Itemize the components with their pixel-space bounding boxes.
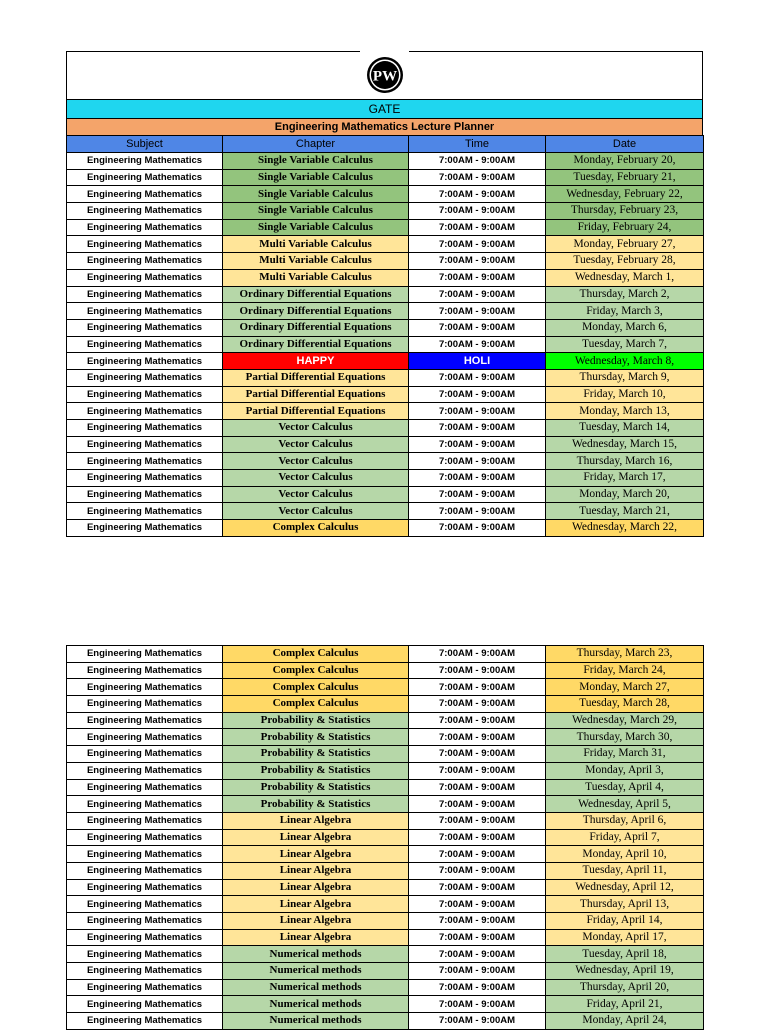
chapter-cell: Ordinary Differential Equations <box>223 319 409 336</box>
date-cell: Wednesday, April 19, <box>546 963 704 980</box>
table-row <box>67 420 704 437</box>
date-cell: Thursday, March 16, <box>546 453 704 470</box>
subject-cell: Engineering Mathematics <box>67 153 223 170</box>
subject-cell: Engineering Mathematics <box>67 420 223 437</box>
table-row <box>67 153 704 170</box>
date-cell: Tuesday, March 7, <box>546 336 704 353</box>
chapter-cell: Probability & Statistics <box>223 729 409 746</box>
table-row <box>67 219 704 236</box>
column-header-date: Date <box>546 136 704 153</box>
time-cell: 7:00AM - 9:00AM <box>409 846 546 863</box>
planner-title: Engineering Mathematics Lecture Planner <box>66 118 703 135</box>
time-cell: 7:00AM - 9:00AM <box>409 219 546 236</box>
chapter-cell: Probability & Statistics <box>223 762 409 779</box>
time-cell: 7:00AM - 9:00AM <box>409 662 546 679</box>
date-cell: Wednesday, April 5, <box>546 796 704 813</box>
subject-cell: Engineering Mathematics <box>67 236 223 253</box>
date-cell: Thursday, April 20, <box>546 979 704 996</box>
chapter-cell: Vector Calculus <box>223 486 409 503</box>
date-cell: Tuesday, April 11, <box>546 862 704 879</box>
date-cell: Friday, February 24, <box>546 219 704 236</box>
date-cell: Tuesday, February 21, <box>546 169 704 186</box>
chapter-cell: Numerical methods <box>223 946 409 963</box>
chapter-cell: Partial Differential Equations <box>223 403 409 420</box>
time-cell: 7:00AM - 9:00AM <box>409 503 546 520</box>
time-cell: 7:00AM - 9:00AM <box>409 269 546 286</box>
subject-cell: Engineering Mathematics <box>67 662 223 679</box>
chapter-cell: Numerical methods <box>223 979 409 996</box>
table-row <box>67 662 704 679</box>
date-cell: Tuesday, April 4, <box>546 779 704 796</box>
table-row <box>67 203 704 220</box>
chapter-cell: Single Variable Calculus <box>223 219 409 236</box>
subject-cell: Engineering Mathematics <box>67 203 223 220</box>
subject-cell: Engineering Mathematics <box>67 646 223 663</box>
table-row <box>67 369 704 386</box>
chapter-cell: Complex Calculus <box>223 662 409 679</box>
time-cell: 7:00AM - 9:00AM <box>409 420 546 437</box>
time-cell: 7:00AM - 9:00AM <box>409 386 546 403</box>
date-cell: Monday, February 20, <box>546 153 704 170</box>
table-row <box>67 963 704 980</box>
chapter-cell: Linear Algebra <box>223 846 409 863</box>
time-cell: 7:00AM - 9:00AM <box>409 520 546 537</box>
chapter-cell: Numerical methods <box>223 996 409 1013</box>
time-cell: 7:00AM - 9:00AM <box>409 303 546 320</box>
chapter-cell: Numerical methods <box>223 1013 409 1030</box>
chapter-cell: Vector Calculus <box>223 470 409 487</box>
subject-cell: Engineering Mathematics <box>67 762 223 779</box>
table-row <box>67 979 704 996</box>
date-cell: Thursday, March 2, <box>546 286 704 303</box>
time-cell: 7:00AM - 9:00AM <box>409 862 546 879</box>
subject-cell: Engineering Mathematics <box>67 946 223 963</box>
date-cell: Monday, March 27, <box>546 679 704 696</box>
subject-cell: Engineering Mathematics <box>67 712 223 729</box>
column-header-chapter: Chapter <box>223 136 409 153</box>
time-cell: 7:00AM - 9:00AM <box>409 879 546 896</box>
chapter-cell: Complex Calculus <box>223 520 409 537</box>
chapter-cell: Multi Variable Calculus <box>223 269 409 286</box>
subject-cell: Engineering Mathematics <box>67 470 223 487</box>
subject-cell: Engineering Mathematics <box>67 353 223 370</box>
subject-cell: Engineering Mathematics <box>67 336 223 353</box>
time-cell: 7:00AM - 9:00AM <box>409 403 546 420</box>
table-row <box>67 486 704 503</box>
chapter-cell: Complex Calculus <box>223 679 409 696</box>
table-row <box>67 712 704 729</box>
date-cell: Tuesday, March 21, <box>546 503 704 520</box>
date-cell: Monday, April 24, <box>546 1013 704 1030</box>
date-cell: Wednesday, February 22, <box>546 186 704 203</box>
time-cell: 7:00AM - 9:00AM <box>409 369 546 386</box>
table-row <box>67 169 704 186</box>
date-cell: Thursday, February 23, <box>546 203 704 220</box>
time-cell: 7:00AM - 9:00AM <box>409 946 546 963</box>
date-cell: Friday, March 24, <box>546 662 704 679</box>
chapter-cell: Single Variable Calculus <box>223 186 409 203</box>
time-cell: 7:00AM - 9:00AM <box>409 470 546 487</box>
subject-cell: Engineering Mathematics <box>67 679 223 696</box>
chapter-cell: Vector Calculus <box>223 436 409 453</box>
table-row <box>67 929 704 946</box>
time-cell: 7:00AM - 9:00AM <box>409 712 546 729</box>
subject-cell: Engineering Mathematics <box>67 269 223 286</box>
chapter-cell: Vector Calculus <box>223 453 409 470</box>
time-cell: 7:00AM - 9:00AM <box>409 696 546 713</box>
table-row <box>67 336 704 353</box>
chapter-cell: Linear Algebra <box>223 896 409 913</box>
time-cell: 7:00AM - 9:00AM <box>409 679 546 696</box>
chapter-cell: Probability & Statistics <box>223 746 409 763</box>
date-cell: Monday, March 13, <box>546 403 704 420</box>
table-row <box>67 879 704 896</box>
time-cell: 7:00AM - 9:00AM <box>409 436 546 453</box>
time-cell: 7:00AM - 9:00AM <box>409 913 546 930</box>
logo-text: PW <box>372 68 398 85</box>
subject-cell: Engineering Mathematics <box>67 829 223 846</box>
chapter-cell: Single Variable Calculus <box>223 153 409 170</box>
time-cell: 7:00AM - 9:00AM <box>409 336 546 353</box>
table-row <box>67 846 704 863</box>
date-cell: Monday, April 10, <box>546 846 704 863</box>
time-cell: 7:00AM - 9:00AM <box>409 286 546 303</box>
table-row <box>67 996 704 1013</box>
subject-cell: Engineering Mathematics <box>67 879 223 896</box>
subject-cell: Engineering Mathematics <box>67 253 223 270</box>
chapter-cell: Linear Algebra <box>223 929 409 946</box>
table-row <box>67 319 704 336</box>
date-cell: Friday, April 21, <box>546 996 704 1013</box>
subject-cell: Engineering Mathematics <box>67 746 223 763</box>
date-cell: Thursday, April 6, <box>546 812 704 829</box>
date-cell: Tuesday, March 14, <box>546 420 704 437</box>
table-row <box>67 503 704 520</box>
time-cell: 7:00AM - 9:00AM <box>409 203 546 220</box>
table-row <box>67 646 704 663</box>
chapter-cell: Linear Algebra <box>223 812 409 829</box>
table-row <box>67 269 704 286</box>
table-row <box>67 1013 704 1030</box>
date-cell: Wednesday, March 15, <box>546 436 704 453</box>
table-row <box>67 470 704 487</box>
table-row <box>67 829 704 846</box>
subject-cell: Engineering Mathematics <box>67 729 223 746</box>
time-cell: 7:00AM - 9:00AM <box>409 486 546 503</box>
table-header-row <box>67 136 704 153</box>
time-cell: 7:00AM - 9:00AM <box>409 729 546 746</box>
time-cell: 7:00AM - 9:00AM <box>409 762 546 779</box>
chapter-cell: Numerical methods <box>223 963 409 980</box>
table-row <box>67 520 704 537</box>
chapter-cell: Ordinary Differential Equations <box>223 286 409 303</box>
chapter-cell: Linear Algebra <box>223 829 409 846</box>
subject-cell: Engineering Mathematics <box>67 219 223 236</box>
table-row <box>67 796 704 813</box>
table-row <box>67 946 704 963</box>
subject-cell: Engineering Mathematics <box>67 812 223 829</box>
table-row <box>67 386 704 403</box>
chapter-cell: Single Variable Calculus <box>223 203 409 220</box>
time-cell: 7:00AM - 9:00AM <box>409 779 546 796</box>
table-row <box>67 453 704 470</box>
chapter-cell: Ordinary Differential Equations <box>223 303 409 320</box>
subject-cell: Engineering Mathematics <box>67 929 223 946</box>
chapter-cell: Probability & Statistics <box>223 796 409 813</box>
table-row <box>67 436 704 453</box>
subject-cell: Engineering Mathematics <box>67 862 223 879</box>
date-cell: Wednesday, March 29, <box>546 712 704 729</box>
holiday-row <box>67 353 704 370</box>
subject-cell: Engineering Mathematics <box>67 403 223 420</box>
subject-cell: Engineering Mathematics <box>67 696 223 713</box>
date-cell: Tuesday, February 28, <box>546 253 704 270</box>
subject-cell: Engineering Mathematics <box>67 169 223 186</box>
date-cell: Monday, March 20, <box>546 486 704 503</box>
date-cell: Wednesday, March 8, <box>546 353 704 370</box>
subject-cell: Engineering Mathematics <box>67 846 223 863</box>
subject-cell: Engineering Mathematics <box>67 303 223 320</box>
time-cell: 7:00AM - 9:00AM <box>409 646 546 663</box>
time-cell: 7:00AM - 9:00AM <box>409 319 546 336</box>
time-cell: 7:00AM - 9:00AM <box>409 896 546 913</box>
chapter-cell: Ordinary Differential Equations <box>223 336 409 353</box>
date-cell: Tuesday, April 18, <box>546 946 704 963</box>
chapter-cell: Complex Calculus <box>223 646 409 663</box>
table-row <box>67 696 704 713</box>
time-cell: 7:00AM - 9:00AM <box>409 929 546 946</box>
subject-cell: Engineering Mathematics <box>67 503 223 520</box>
time-cell: 7:00AM - 9:00AM <box>409 746 546 763</box>
table-row <box>67 812 704 829</box>
subject-cell: Engineering Mathematics <box>67 186 223 203</box>
date-cell: Thursday, April 13, <box>546 896 704 913</box>
subject-cell: Engineering Mathematics <box>67 520 223 537</box>
chapter-cell: Linear Algebra <box>223 879 409 896</box>
date-cell: Monday, April 3, <box>546 762 704 779</box>
chapter-cell: Probability & Statistics <box>223 779 409 796</box>
table-row <box>67 762 704 779</box>
subject-cell: Engineering Mathematics <box>67 453 223 470</box>
time-cell: 7:00AM - 9:00AM <box>409 796 546 813</box>
date-cell: Friday, March 31, <box>546 746 704 763</box>
chapter-cell: Partial Differential Equations <box>223 386 409 403</box>
exam-title: GATE <box>66 99 703 118</box>
subject-cell: Engineering Mathematics <box>67 286 223 303</box>
subject-cell: Engineering Mathematics <box>67 896 223 913</box>
subject-cell: Engineering Mathematics <box>67 319 223 336</box>
chapter-cell: Linear Algebra <box>223 913 409 930</box>
subject-cell: Engineering Mathematics <box>67 996 223 1013</box>
chapter-cell: Vector Calculus <box>223 420 409 437</box>
date-cell: Thursday, March 9, <box>546 369 704 386</box>
table-row <box>67 236 704 253</box>
chapter-cell: HAPPY <box>223 353 409 370</box>
chapter-cell: Vector Calculus <box>223 503 409 520</box>
date-cell: Thursday, March 23, <box>546 646 704 663</box>
date-cell: Friday, March 17, <box>546 470 704 487</box>
table-row <box>67 779 704 796</box>
chapter-cell: Multi Variable Calculus <box>223 253 409 270</box>
planner-sheet-2 <box>66 645 703 1030</box>
table-row <box>67 679 704 696</box>
column-header-subject: Subject <box>67 136 223 153</box>
subject-cell: Engineering Mathematics <box>67 963 223 980</box>
time-cell: HOLI <box>409 353 546 370</box>
table-row <box>67 896 704 913</box>
subject-cell: Engineering Mathematics <box>67 369 223 386</box>
date-cell: Wednesday, April 12, <box>546 879 704 896</box>
chapter-cell: Complex Calculus <box>223 696 409 713</box>
subject-cell: Engineering Mathematics <box>67 486 223 503</box>
planner-sheet-1 <box>66 51 703 537</box>
schedule-table-2 <box>66 645 704 1030</box>
time-cell: 7:00AM - 9:00AM <box>409 829 546 846</box>
table-row <box>67 403 704 420</box>
pw-logo-icon <box>366 56 404 94</box>
logo-header <box>66 51 703 99</box>
date-cell: Wednesday, March 1, <box>546 269 704 286</box>
date-cell: Friday, April 7, <box>546 829 704 846</box>
time-cell: 7:00AM - 9:00AM <box>409 253 546 270</box>
chapter-cell: Partial Differential Equations <box>223 369 409 386</box>
subject-cell: Engineering Mathematics <box>67 796 223 813</box>
table-row <box>67 253 704 270</box>
time-cell: 7:00AM - 9:00AM <box>409 186 546 203</box>
time-cell: 7:00AM - 9:00AM <box>409 979 546 996</box>
date-cell: Tuesday, March 28, <box>546 696 704 713</box>
date-cell: Friday, March 10, <box>546 386 704 403</box>
table-row <box>67 746 704 763</box>
date-cell: Thursday, March 30, <box>546 729 704 746</box>
date-cell: Monday, March 6, <box>546 319 704 336</box>
table-row <box>67 186 704 203</box>
table-row <box>67 862 704 879</box>
chapter-cell: Linear Algebra <box>223 862 409 879</box>
subject-cell: Engineering Mathematics <box>67 779 223 796</box>
schedule-table-1 <box>66 135 704 537</box>
time-cell: 7:00AM - 9:00AM <box>409 996 546 1013</box>
subject-cell: Engineering Mathematics <box>67 1013 223 1030</box>
time-cell: 7:00AM - 9:00AM <box>409 236 546 253</box>
column-header-time: Time <box>409 136 546 153</box>
date-cell: Friday, March 3, <box>546 303 704 320</box>
time-cell: 7:00AM - 9:00AM <box>409 169 546 186</box>
chapter-cell: Probability & Statistics <box>223 712 409 729</box>
table-row <box>67 913 704 930</box>
time-cell: 7:00AM - 9:00AM <box>409 812 546 829</box>
table-row <box>67 286 704 303</box>
chapter-cell: Multi Variable Calculus <box>223 236 409 253</box>
time-cell: 7:00AM - 9:00AM <box>409 963 546 980</box>
date-cell: Friday, April 14, <box>546 913 704 930</box>
date-cell: Monday, February 27, <box>546 236 704 253</box>
date-cell: Monday, April 17, <box>546 929 704 946</box>
table-row <box>67 729 704 746</box>
time-cell: 7:00AM - 9:00AM <box>409 153 546 170</box>
time-cell: 7:00AM - 9:00AM <box>409 1013 546 1030</box>
date-cell: Wednesday, March 22, <box>546 520 704 537</box>
table-row <box>67 303 704 320</box>
subject-cell: Engineering Mathematics <box>67 979 223 996</box>
time-cell: 7:00AM - 9:00AM <box>409 453 546 470</box>
subject-cell: Engineering Mathematics <box>67 913 223 930</box>
subject-cell: Engineering Mathematics <box>67 436 223 453</box>
subject-cell: Engineering Mathematics <box>67 386 223 403</box>
chapter-cell: Single Variable Calculus <box>223 169 409 186</box>
